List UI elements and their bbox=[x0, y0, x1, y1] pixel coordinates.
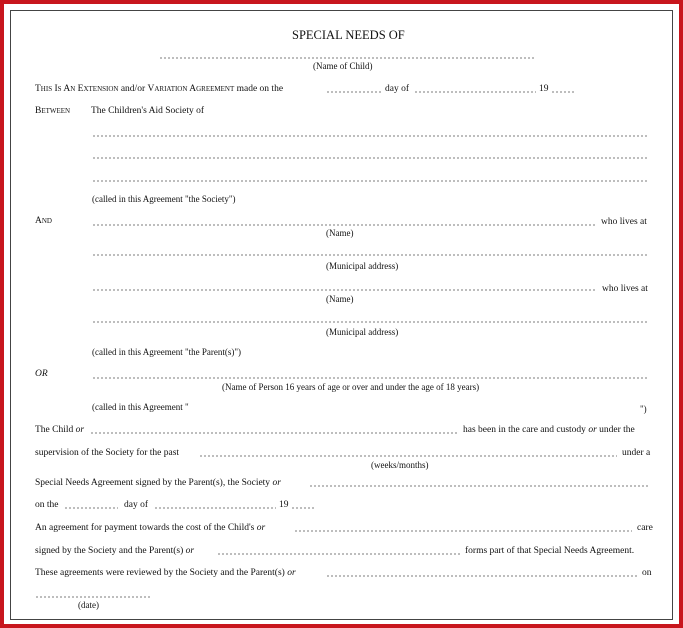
intro-year-field[interactable] bbox=[551, 91, 575, 93]
signed-or: or bbox=[272, 478, 281, 488]
care-text-b: under the bbox=[599, 425, 635, 435]
review-text: These agreements were reviewed by the Society and the Parent(s) bbox=[35, 568, 285, 578]
intro-month-field[interactable] bbox=[414, 91, 536, 93]
signed-year-prefix: 19 bbox=[279, 500, 289, 510]
called-youth-open: (called in this Agreement " bbox=[92, 402, 189, 412]
called-youth-close: ") bbox=[640, 404, 647, 414]
signed-day-of: day of bbox=[124, 500, 149, 510]
review-line bbox=[35, 569, 296, 579]
review-party-field[interactable] bbox=[326, 575, 637, 577]
supervision-text: supervision of the Society for the past bbox=[35, 448, 180, 458]
under-a-text: under a bbox=[622, 448, 651, 458]
signed-line bbox=[35, 479, 281, 489]
intro-line bbox=[35, 85, 283, 95]
review-on: on bbox=[642, 568, 652, 578]
duration-field[interactable] bbox=[199, 455, 617, 457]
parent-1-address-label: (Municipal address) bbox=[326, 261, 399, 271]
and-label: And bbox=[35, 216, 52, 226]
signed-by-or: or bbox=[185, 546, 195, 556]
intro-day-field[interactable] bbox=[326, 91, 382, 93]
signed-day-field[interactable] bbox=[64, 507, 118, 509]
child-name-field-2[interactable] bbox=[90, 432, 458, 434]
child-name-label: (Name of Child) bbox=[313, 61, 373, 71]
parent-1-address-field[interactable] bbox=[92, 254, 648, 256]
signed-by-line bbox=[35, 547, 194, 557]
signed-by-text: signed by the Society and the Parent(s) bbox=[35, 546, 184, 556]
review-or: or bbox=[287, 568, 296, 578]
child-prefix: The Child bbox=[35, 425, 74, 435]
society-field-line-2[interactable] bbox=[92, 157, 648, 159]
parent-2-name-field[interactable] bbox=[92, 289, 597, 291]
society-name-prefix: The Children's Aid Society of bbox=[91, 106, 205, 116]
youth-name-field[interactable] bbox=[92, 377, 648, 379]
signed-by-field[interactable] bbox=[217, 553, 460, 555]
intro-made-on: made on the bbox=[236, 84, 284, 94]
signed-party-field[interactable] bbox=[309, 485, 649, 487]
parent-2-address-label: (Municipal address) bbox=[326, 327, 399, 337]
parent-2-name-label: (Name) bbox=[326, 294, 354, 304]
form-title: SPECIAL NEEDS OF bbox=[292, 28, 405, 42]
signed-month-field[interactable] bbox=[154, 507, 276, 509]
review-date-field[interactable] bbox=[35, 596, 151, 598]
care-custody-text bbox=[463, 426, 635, 436]
intro-extension: This Is An Extension bbox=[35, 84, 119, 94]
between-label: Between bbox=[35, 106, 71, 116]
care-text-a: has been in the care and custody bbox=[463, 425, 586, 435]
signed-year-field[interactable] bbox=[291, 507, 315, 509]
signed-on-the: on the bbox=[35, 500, 59, 510]
child-or: or bbox=[75, 425, 85, 435]
society-field-line-3[interactable] bbox=[92, 180, 648, 182]
called-parents-label: (called in this Agreement "the Parent(s)") bbox=[92, 347, 242, 357]
society-field-line-1[interactable] bbox=[92, 135, 648, 137]
signed-text: Special Needs Agreement signed by the Parent(s), the Society bbox=[35, 478, 271, 488]
care-or: or bbox=[588, 425, 597, 435]
intro-variation: Variation Agreement bbox=[147, 84, 235, 94]
parent-1-name-label: (Name) bbox=[326, 228, 354, 238]
payment-line bbox=[35, 524, 265, 534]
intro-andor: and/or bbox=[120, 84, 146, 94]
intro-day-of: day of bbox=[385, 84, 410, 94]
or-label: OR bbox=[35, 369, 48, 379]
payment-text: An agreement for payment towards the cost of the Child's bbox=[35, 523, 255, 533]
review-date-label: (date) bbox=[78, 600, 99, 610]
intro-year-prefix: 19 bbox=[539, 84, 549, 94]
called-society-label: (called in this Agreement "the Society") bbox=[92, 194, 236, 204]
weeks-months-label: (weeks/months) bbox=[371, 460, 429, 470]
lives-at-2: who lives at bbox=[602, 284, 648, 294]
forms-part-text: forms part of that Special Needs Agreement. bbox=[465, 546, 635, 556]
payment-field[interactable] bbox=[294, 530, 632, 532]
care-word: care bbox=[637, 523, 653, 533]
youth-name-label: (Name of Person 16 years of age or over and under the age of 18 years) bbox=[222, 382, 480, 392]
lives-at-1: who lives at bbox=[601, 217, 647, 227]
child-prefix-line bbox=[35, 426, 84, 436]
parent-2-address-field[interactable] bbox=[92, 321, 648, 323]
payment-or: or bbox=[256, 523, 266, 533]
parent-1-name-field[interactable] bbox=[92, 224, 597, 226]
child-name-field[interactable] bbox=[159, 57, 534, 59]
